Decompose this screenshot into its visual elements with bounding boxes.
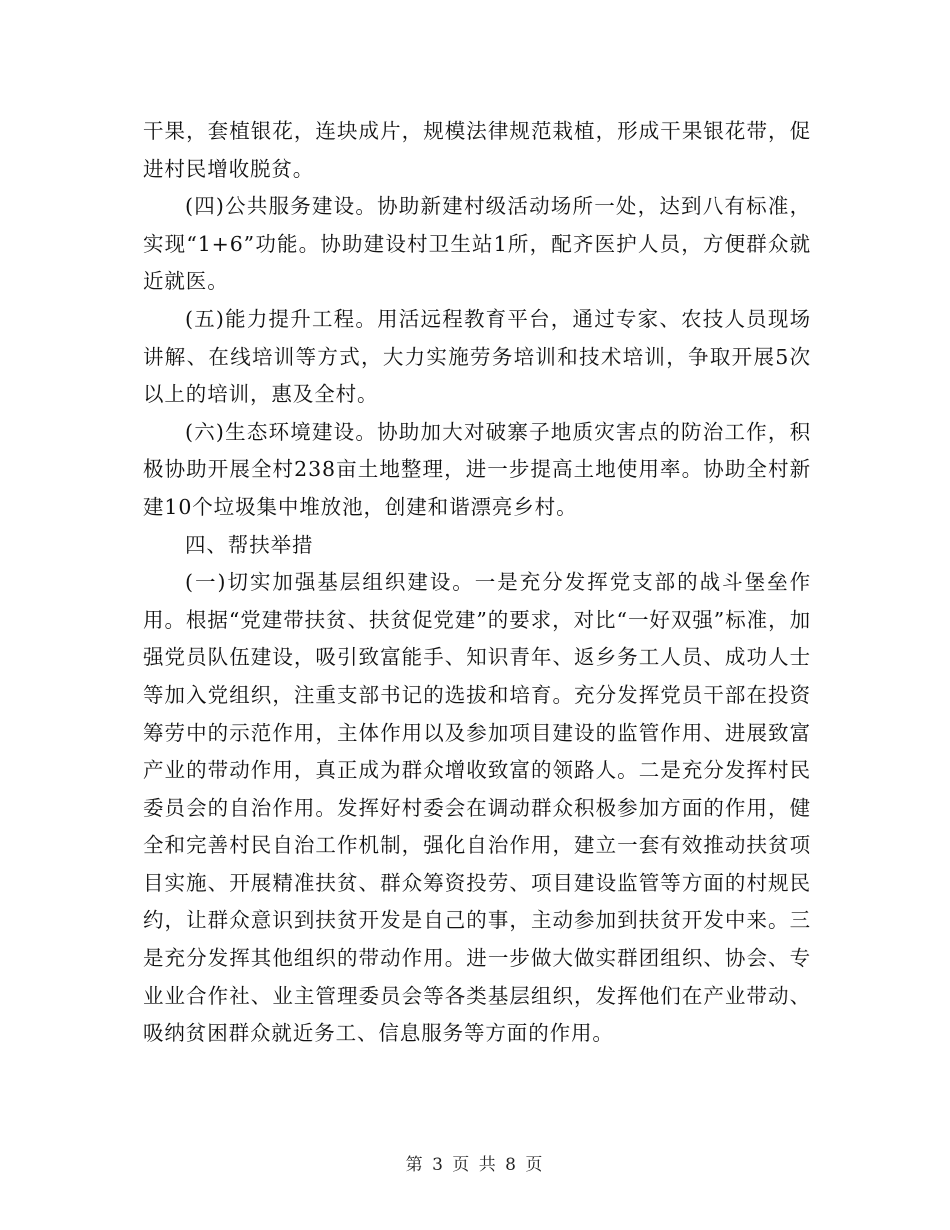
paragraph-grassroots-organization: (一)切实加强基层组织建设。一是充分发挥党支部的战斗堡垒作用。根据“党建带扶贫、扶贫促党建”的要求，对比“一好双强”标准，加强党员队伍建设，吸引致富能手、知识青年、返乡务工人员、成功人士等加入党组织，注重支部书记的选拔和培育。充分发挥党员干部在投资筹劳中的示范作用，主体作用以及参加项目建设的监管作用、进展致富产业的带动作用，真正成为群众增收致富的领路人。二是充分发挥村民委员会的自治作用。发挥好村委会在调动群众积极参加方面的作用，健全和完善村民自治工作机制，强化自治作用，建立一套有效推动扶贫项目实施、开展精准扶贫、群众筹资投劳、项目建设监管等方面的村规民约，让群众意识到扶贫开发是自己的事，主动参加到扶贫开发中来。三是充分发挥其他组织的带动作用。进一步做大做实群团组织、协会、专业业合作社、业主管理委员会等各类基层组织，发挥他们在产业带动、吸纳贫困群众就近务工、信息服务等方面的作用。 xyxy=(143,570,811,1046)
paragraph-ecological-environment: (六)生态环境建设。协助加大对破寨子地质灾害点的防治工作，积极协助开展全村238亩土地整理，进一步提高土地使用率。协助全村新建10个垃圾集中堆放池，创建和谐漂亮乡村。 xyxy=(143,419,811,519)
paragraph-continuation: 干果，套植银花，连块成片，规模法律规范栽植，形成干果银花带，促进村民增收脱贫。 xyxy=(143,119,811,181)
section-heading-measures: 四、帮扶举措 xyxy=(185,532,314,557)
page-number-footer: 第 3 页 共 8 页 xyxy=(405,1155,545,1175)
paragraph-capacity-building: (五)能力提升工程。用活远程教育平台，通过专家、农技人员现场讲解、在线培训等方式，大力实施劳务培训和技术培训，争取开展5次以上的培训，惠及全村。 xyxy=(143,306,811,407)
document-body xyxy=(143,113,811,1053)
paragraph-public-service: (四)公共服务建设。协助新建村级活动场所一处，达到八有标准，实现“1+6”功能。协助建设村卫生站1所，配齐医护人员，方便群众就近就医。 xyxy=(143,194,811,294)
